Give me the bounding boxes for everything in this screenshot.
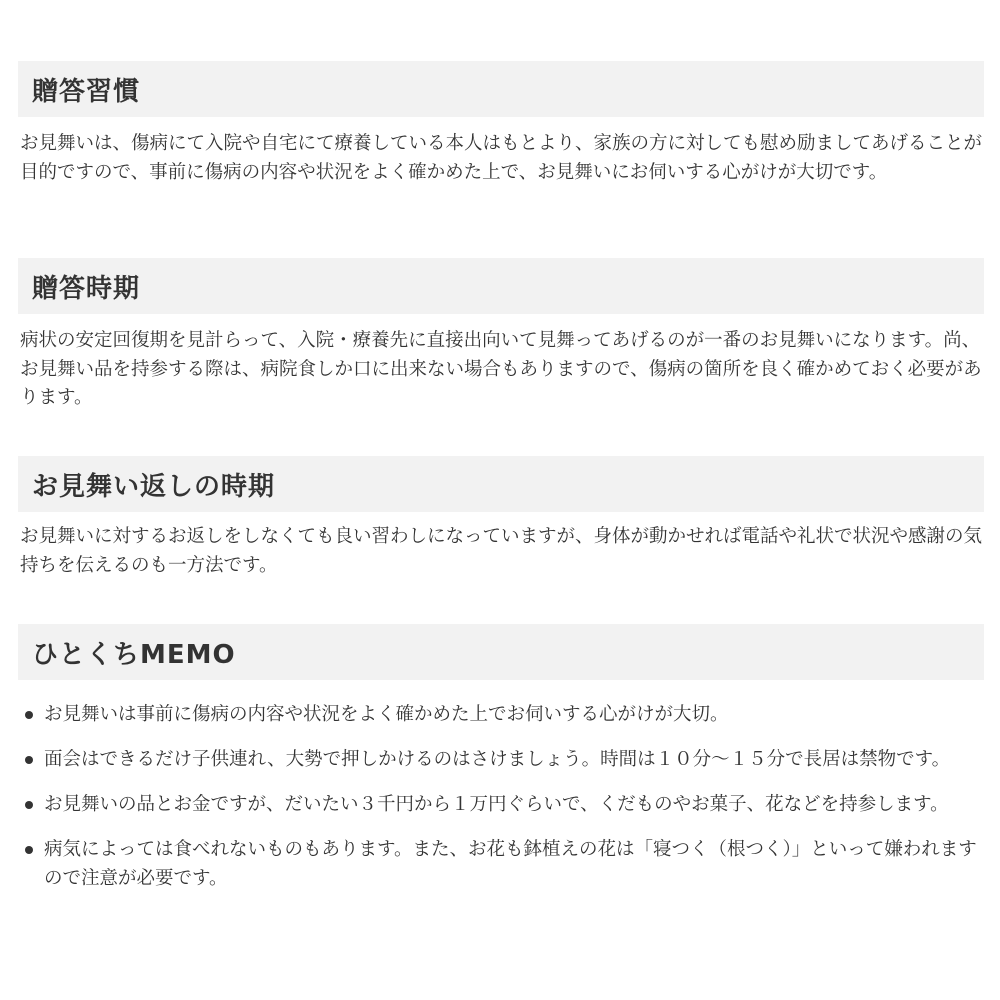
section-heading-return-gift-timing: お見舞い返しの時期 xyxy=(18,456,984,512)
memo-item-text: お見舞いの品とお金ですが、だいたい３千円から１万円ぐらいで、くだものやお菓子、花などを持参します。 xyxy=(44,794,949,815)
section-body-gift-timing: 病状の安定回復期を見計らって、入院・療養先に直接出向いて見舞ってあげるのが一番のお見舞いになります。尚、お見舞い品を持参する際は、病院食しか口に出来ない場合もありますので、傷病の箇所を良く確かめておく必要があります。 xyxy=(20,330,982,408)
memo-list-item xyxy=(20,790,984,819)
memo-item-text: 面会はできるだけ子供連れ、大勢で押しかけるのはさけましょう。時間は１０分～１５分で長居は禁物です。 xyxy=(44,749,951,770)
memo-list-item xyxy=(20,700,984,729)
memo-list-item xyxy=(20,745,984,774)
section-heading-memo: ひとくちMEMO xyxy=(18,624,984,680)
section-heading-gift-custom: 贈答習慣 xyxy=(18,61,984,117)
memo-item-text: お見舞いは事前に傷病の内容や状況をよく確かめた上でお伺いする心がけが大切。 xyxy=(44,704,729,725)
memo-list-item xyxy=(20,835,984,893)
bullet-icon xyxy=(25,756,33,764)
bullet-icon xyxy=(25,801,33,809)
memo-item-text: 病気によっては食べれないものもあります。また、お花も鉢植えの花は「寝つく（根つく）」といって嫌われますので注意が必要です。 xyxy=(44,839,977,889)
bullet-icon xyxy=(25,711,33,719)
section-heading-gift-timing: 贈答時期 xyxy=(18,258,984,314)
memo-list xyxy=(20,700,984,909)
bullet-icon xyxy=(25,846,33,854)
section-body-return-gift-timing: お見舞いに対するお返しをしなくても良い習わしになっていますが、身体が動かせれば電話や礼状で状況や感謝の気持ちを伝えるのも一方法です。 xyxy=(20,526,983,576)
section-body-gift-custom: お見舞いは、傷病にて入院や自宅にて療養している本人はもとより、家族の方に対しても慰め励ましてあげることが目的ですので、事前に傷病の内容や状況をよく確かめた上で、お見舞いにお伺いする心がけが大切です。 xyxy=(20,133,983,183)
